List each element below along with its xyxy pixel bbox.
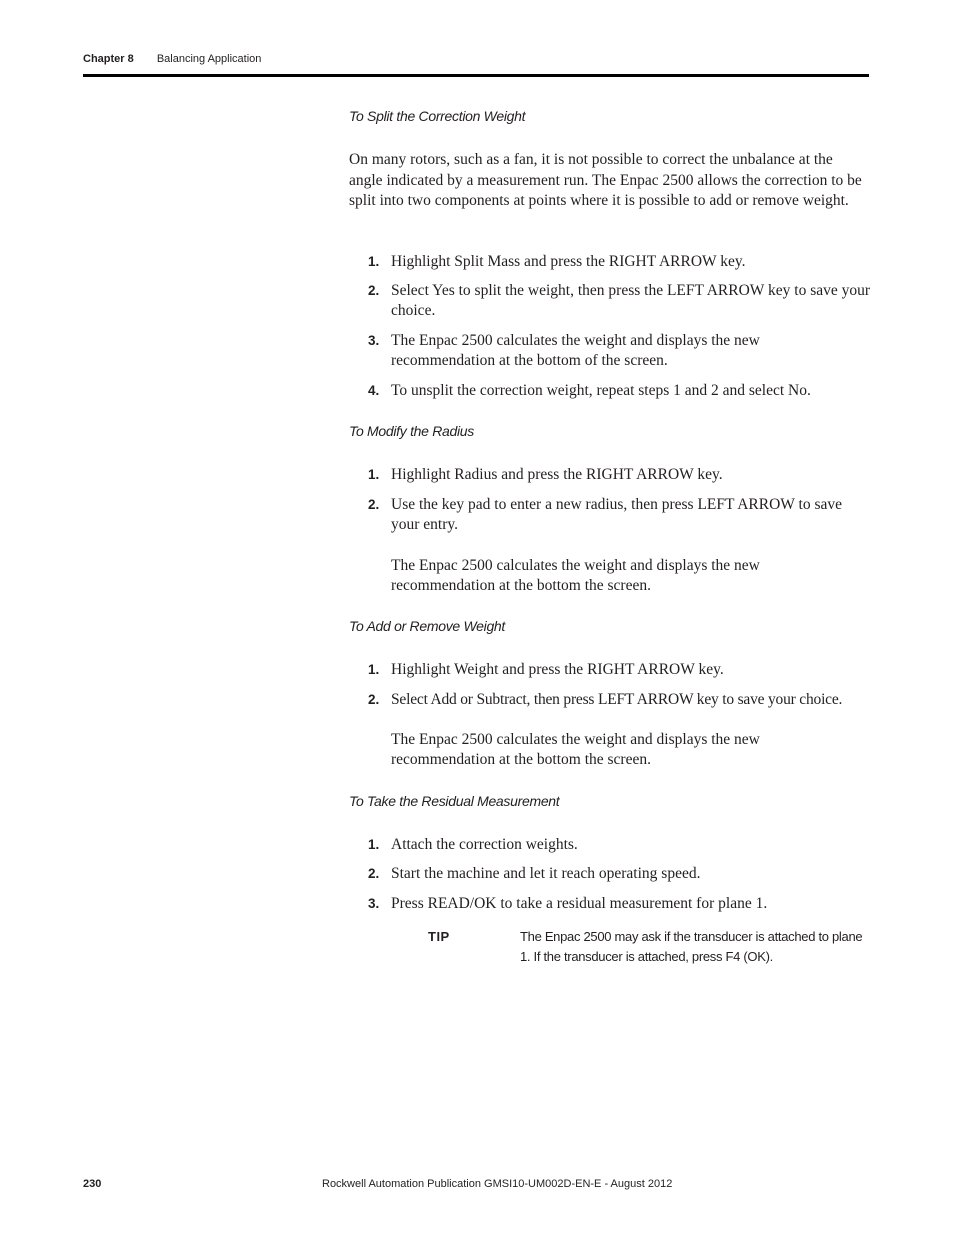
step-number: 3. <box>368 896 380 911</box>
section-heading-weight: To Add or Remove Weight <box>349 618 506 634</box>
tip-text: The Enpac 2500 may ask if the transducer is attached to plane 1. If the transducer is attached, press F4 (OK). <box>520 929 863 964</box>
step-text: Highlight Split Mass and press the RIGHT ARROW key. <box>391 253 746 270</box>
step-text: Start the machine and let it reach operating speed. <box>391 865 701 882</box>
step-number: 1. <box>368 662 380 677</box>
header-rule <box>83 74 869 77</box>
section-heading-split: To Split the Correction Weight <box>349 108 526 124</box>
page-number: 230 <box>83 1178 102 1190</box>
step-text: Press READ/OK to take a residual measurement for plane 1. <box>391 895 768 912</box>
step-text: Use the key pad to enter a new radius, then press LEFT ARROW to save your entry. <box>391 496 842 533</box>
publication-footer: Rockwell Automation Publication GMSI10-UM002D-EN-E - August 2012 <box>322 1178 673 1190</box>
running-header <box>83 53 261 65</box>
radius-note: The Enpac 2500 calculates the weight and displays the new recommendation at the bottom the screen. <box>391 557 760 594</box>
chapter-title: Balancing Application <box>156 53 262 65</box>
step-number: 1. <box>368 467 380 482</box>
step-number: 2. <box>368 692 380 707</box>
step-text: The Enpac 2500 calculates the weight and displays the new recommendation at the bottom of the screen. <box>391 332 760 369</box>
step-text: Highlight Radius and press the RIGHT ARROW key. <box>391 466 723 483</box>
tip-label: TIP <box>428 929 450 944</box>
step-number: 3. <box>368 333 380 348</box>
step-text: Attach the correction weights. <box>391 836 578 853</box>
step-number: 2. <box>368 866 380 881</box>
step-number: 4. <box>368 383 380 398</box>
split-intro-paragraph: On many rotors, such as a fan, it is not possible to correct the unbalance at the angle indicated by a measurement run. The Enpac 2500 allows the correction to be split into two components at points where it is possible to add or remove weight. <box>349 151 862 209</box>
step-number: 1. <box>368 837 380 852</box>
step-text: Select Add or Subtract, then press LEFT ARROW key to save your choice. <box>391 691 843 708</box>
step-number: 1. <box>368 254 380 269</box>
chapter-label: Chapter 8 <box>83 53 134 65</box>
step-text: Highlight Weight and press the RIGHT ARROW key. <box>391 661 724 678</box>
step-text: To unsplit the correction weight, repeat steps 1 and 2 and select No. <box>391 382 811 399</box>
section-heading-residual: To Take the Residual Measurement <box>349 793 560 809</box>
step-text: Select Yes to split the weight, then press the LEFT ARROW key to save your choice. <box>391 282 871 319</box>
weight-note: The Enpac 2500 calculates the weight and displays the new recommendation at the bottom the screen. <box>391 731 760 768</box>
section-heading-radius: To Modify the Radius <box>349 423 474 439</box>
step-number: 2. <box>368 283 380 298</box>
step-number: 2. <box>368 497 380 512</box>
